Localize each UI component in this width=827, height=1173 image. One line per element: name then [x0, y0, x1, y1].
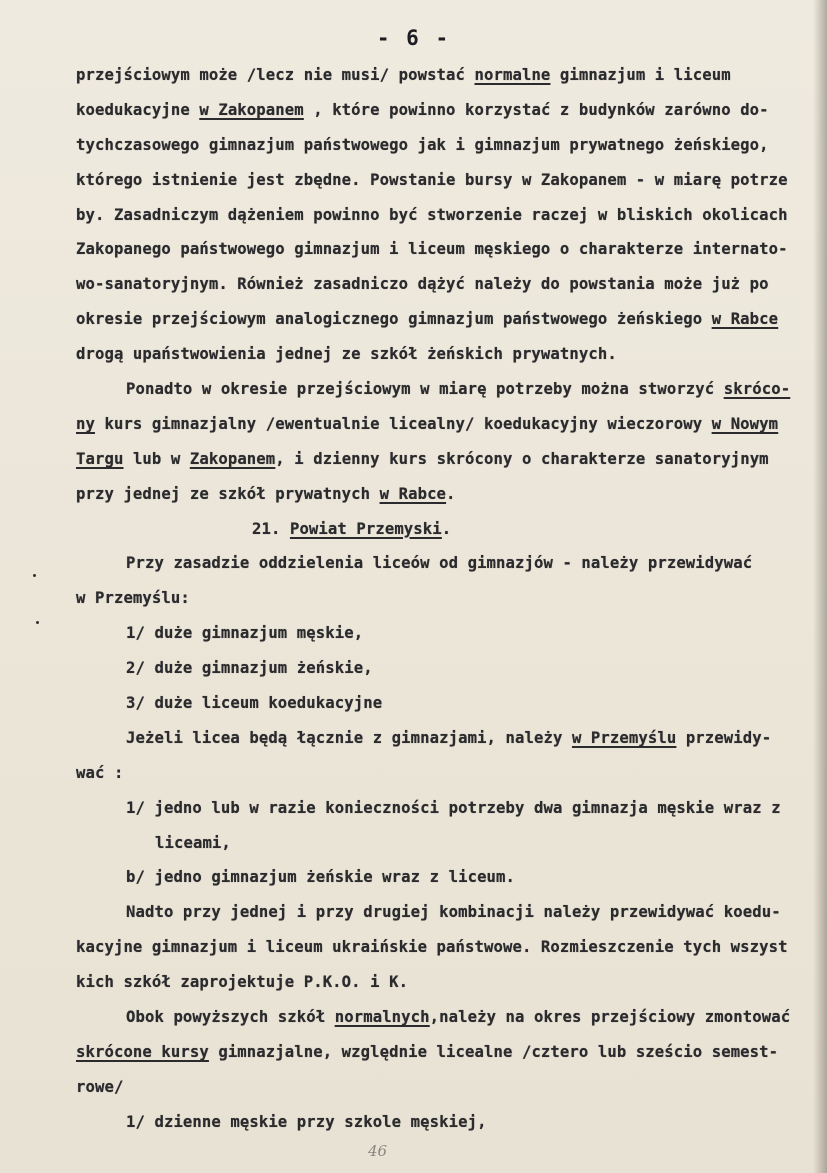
text-line	[76, 1070, 816, 1105]
underlined-text: Zakopanem	[189, 449, 276, 468]
text-segment: rowe/	[76, 1077, 124, 1096]
text-segment: 2/ duże gimnazjum żeńskie,	[126, 659, 373, 678]
text-line	[76, 163, 816, 198]
text-segment: drogą upaństwowienia jednej ze szkół żeńskich prywatnych.	[76, 345, 617, 364]
text-segment: Zakopanego państwowego gimnazjum i liceum męskiego o charakterze internato-	[76, 240, 788, 259]
margin-dot	[36, 621, 39, 624]
text-line	[76, 546, 816, 581]
text-segment: b/ jedno gimnazjum żeńskie wraz z liceum.	[126, 868, 516, 887]
text-segment: 3/ duże liceum koedukacyjne	[126, 694, 383, 713]
text-segment: kurs gimnazjalny /ewentualnie licealny/ koedukacyjny wieczorowy	[94, 414, 712, 433]
text-segment: w Przemyślu:	[76, 589, 190, 608]
text-segment: lub w	[123, 449, 190, 468]
text-segment: Obok powyższych szkół	[126, 1008, 335, 1027]
text-line	[76, 721, 816, 756]
text-segment: tychczasowego gimnazjum państwowego jak i gimnazjum prywatnego żeńskiego,	[76, 135, 769, 154]
list-item	[76, 860, 816, 895]
underlined-text: w Przemyślu	[571, 728, 677, 747]
text-line	[76, 930, 816, 965]
text-line	[76, 965, 816, 1000]
text-line	[76, 93, 816, 128]
text-segment: przy jednej ze szkół prywatnych	[76, 484, 380, 503]
text-line	[76, 267, 816, 302]
text-segment: .	[446, 484, 456, 503]
underlined-text: w Rabce	[379, 484, 447, 503]
underlined-text: normalnych	[334, 1008, 430, 1027]
list-item-continuation	[76, 826, 816, 861]
text-segment: by. Zasadniczym dążeniem powinno być stworzenie raczej w bliskich okolicach	[76, 205, 788, 224]
text-segment: Nadto przy jednej i przy drugiej kombinacji należy przewidywać koedu-	[126, 903, 781, 922]
text-segment: kich szkół zaprojektuje P.K.O. i K.	[76, 973, 409, 992]
text-segment: liceami,	[155, 833, 231, 852]
page-edge-shadow	[813, 0, 827, 1173]
underlined-text: w Zakopanem	[199, 100, 304, 119]
underlined-text: w Rabce	[711, 310, 779, 329]
underlined-text: Targu	[76, 449, 124, 468]
text-line	[76, 232, 816, 267]
text-line	[76, 1035, 816, 1070]
text-segment: 1/ dzienne męskie przy szkole męskiej,	[126, 1112, 487, 1131]
list-item	[76, 651, 816, 686]
text-line	[76, 1000, 816, 1035]
underlined-text: Powiat Przemyski	[289, 519, 442, 538]
text-segment: .	[441, 519, 452, 538]
section-heading	[76, 512, 816, 547]
text-segment: przejściowym może /lecz nie musi/ powstać	[76, 66, 475, 84]
text-line	[76, 302, 816, 337]
text-segment: 1/ jedno lub w razie konieczności potrzeby dwa gimnazja męskie wraz z	[126, 798, 781, 817]
text-line	[76, 198, 816, 233]
text-segment: gimnazjum i liceum	[550, 66, 731, 84]
underlined-text: ny	[76, 414, 95, 433]
underlined-text: w Nowym	[711, 414, 779, 433]
text-line	[76, 895, 816, 930]
text-segment: wać :	[76, 763, 124, 782]
text-segment: 21.	[252, 519, 290, 538]
list-item	[76, 1105, 816, 1140]
page-number: - 6 -	[376, 26, 451, 50]
text-segment: okresie przejściowym analogicznego gimnazjum państwowego żeńskiego	[76, 310, 712, 329]
list-item	[76, 791, 816, 826]
archive-page-number: 46	[368, 1142, 388, 1160]
text-line	[76, 372, 816, 407]
text-segment: , które powinno korzystać z budynków zarówno do-	[303, 100, 769, 119]
text-segment: koedukacyjne	[76, 100, 200, 119]
text-segment: kacyjne gimnazjum i liceum ukraińskie państwowe. Rozmieszczenie tych wszyst	[76, 938, 788, 957]
text-line	[76, 581, 816, 616]
text-segment: gimnazjalne, względnie licealne /cztero lub sześcio semest-	[208, 1042, 779, 1061]
text-line	[76, 442, 816, 477]
text-line	[76, 58, 816, 93]
text-segment: wo-sanatoryjnym. Również zasadniczo dążyć należy do powstania może już po	[76, 275, 769, 294]
text-segment: Jeżeli licea będą łącznie z gimnazjami, należy	[126, 728, 572, 747]
text-segment: Ponadto w okresie przejściowym w miarę potrzeby można stworzyć	[126, 380, 724, 399]
text-segment: ,należy na okres przejściowy zmontować	[429, 1008, 791, 1027]
text-segment: , i dzienny kurs skrócony o charakterze sanatoryjnym	[275, 449, 769, 468]
text-line	[76, 337, 816, 372]
underlined-text: normalne	[474, 66, 551, 84]
text-segment: przewidy-	[676, 728, 772, 747]
text-segment: 1/ duże gimnazjum męskie,	[126, 624, 364, 643]
text-segment: Przy zasadzie oddzielenia liceów od gimnazjów - należy przewidywać	[126, 554, 753, 573]
body-text	[76, 58, 816, 1140]
margin-dot	[33, 574, 36, 577]
text-line	[76, 756, 816, 791]
list-item	[76, 616, 816, 651]
text-line	[76, 128, 816, 163]
list-item	[76, 686, 816, 721]
underlined-text: skrócone kursy	[76, 1042, 209, 1061]
text-line	[76, 477, 816, 512]
text-line	[76, 407, 816, 442]
text-segment: którego istnienie jest zbędne. Powstanie bursy w Zakopanem - w miarę potrze	[76, 170, 788, 189]
underlined-text: skróco-	[723, 380, 791, 399]
